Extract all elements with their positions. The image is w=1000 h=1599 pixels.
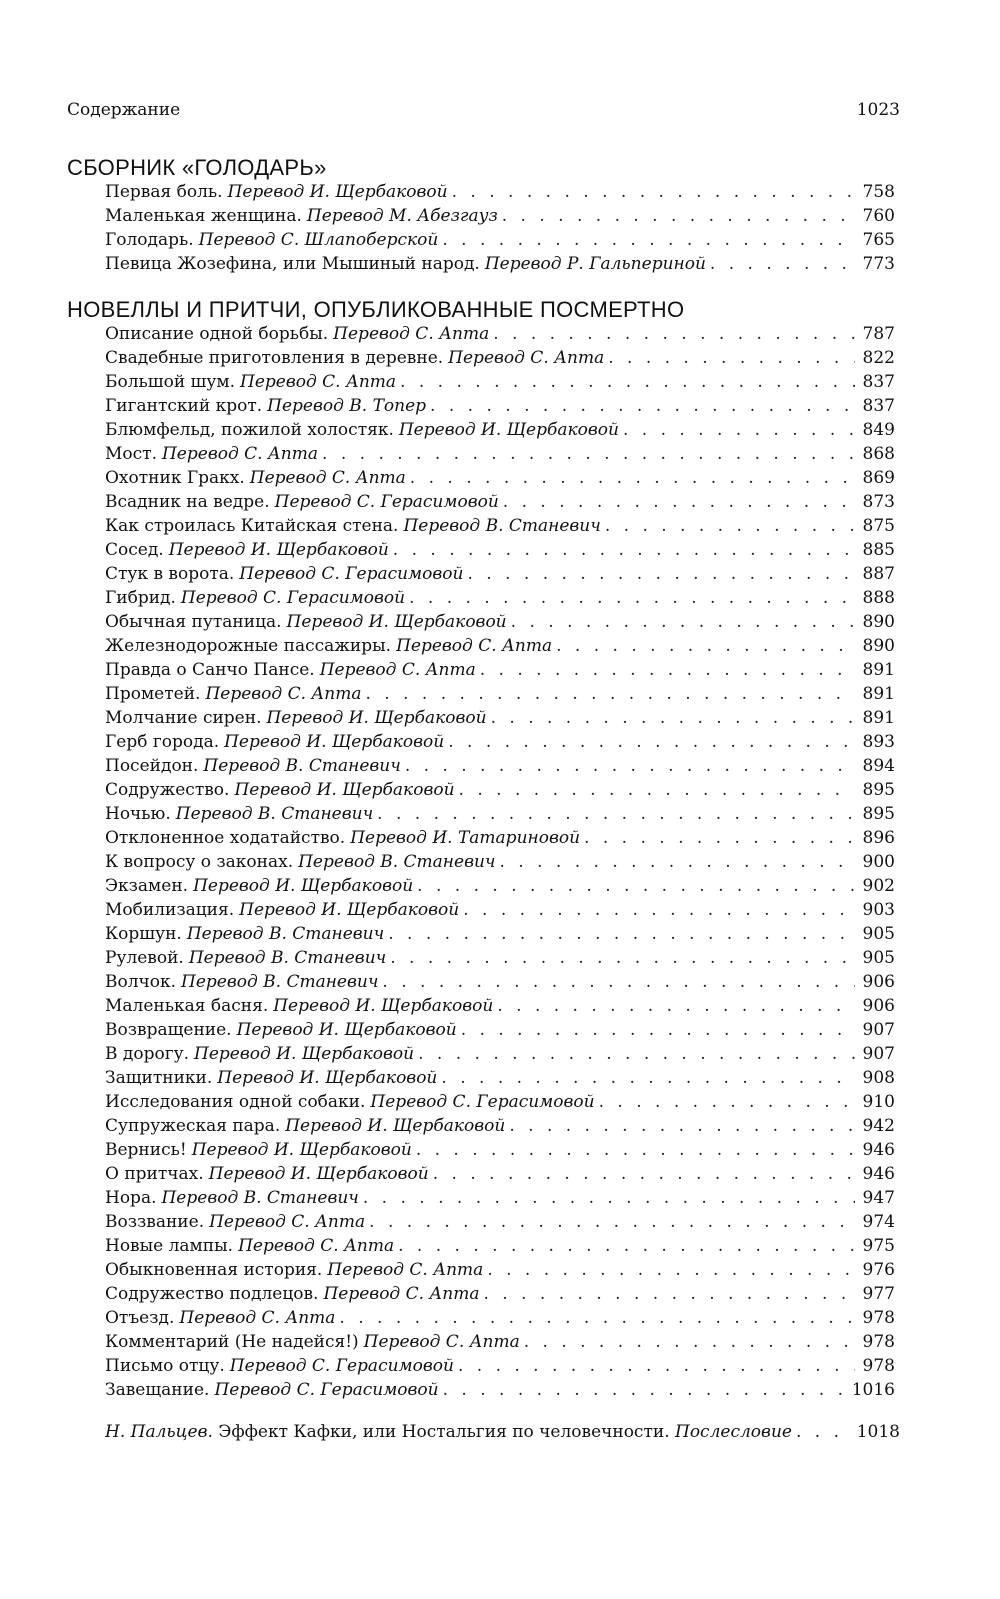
- dot-leader: [463, 898, 855, 922]
- entry-title: Комментарий (Не надейся!): [105, 1332, 359, 1352]
- toc-entry: [105, 1306, 895, 1330]
- entry-page: 946: [862, 1140, 895, 1160]
- dot-leader: [452, 180, 855, 204]
- entry-page: 907: [862, 1044, 895, 1064]
- entry-page: 895: [862, 780, 895, 800]
- section-posthumous: [67, 298, 900, 1402]
- entry-translator: Перевод С. Апта: [363, 1332, 520, 1352]
- entry-title: Отъезд.: [105, 1308, 175, 1328]
- entry-page: 760: [862, 206, 895, 226]
- toc-entry: [105, 850, 895, 874]
- entry-translator: Перевод С. Апта: [209, 1212, 366, 1232]
- toc-entry: [105, 1234, 895, 1258]
- dot-leader: [502, 204, 855, 228]
- entry-title: Маленькая женщина.: [105, 206, 302, 226]
- entry-list: [105, 180, 895, 276]
- entry-translator: Перевод И. Щербаковой: [217, 1068, 438, 1088]
- entry-translator: Перевод В. Станевич: [161, 1188, 359, 1208]
- entry-title: Коршун.: [105, 924, 182, 944]
- entry-title: Супружеская пара.: [105, 1116, 281, 1136]
- dot-leader: [796, 1420, 853, 1444]
- entry-page: 1016: [851, 1380, 895, 1400]
- entry-title: Всадник на ведре.: [105, 492, 270, 512]
- dot-leader: [497, 994, 855, 1018]
- dot-leader: [400, 370, 855, 394]
- entry-title: Свадебные приготовления в деревне.: [105, 348, 444, 368]
- toc-entry: [105, 682, 895, 706]
- dot-leader: [322, 442, 855, 466]
- dot-leader: [433, 1162, 855, 1186]
- dot-leader: [430, 394, 855, 418]
- dot-leader: [393, 538, 855, 562]
- entry-page: 905: [862, 924, 895, 944]
- entry-translator: Перевод С. Шлапоберской: [198, 230, 439, 250]
- entry-title: Как строилась Китайская стена.: [105, 516, 399, 536]
- entry-page: 907: [862, 1020, 895, 1040]
- dot-leader: [365, 682, 855, 706]
- section-title: СБОРНИК «ГОЛОДАРЬ»: [67, 155, 327, 180]
- entry-page: 773: [862, 254, 895, 274]
- toc-entry: [105, 1162, 895, 1186]
- entry-page: 977: [862, 1284, 895, 1304]
- dot-leader: [442, 228, 855, 252]
- entry-title: Прометей.: [105, 684, 201, 704]
- toc-entry: [105, 754, 895, 778]
- dot-leader: [377, 802, 855, 826]
- entry-page: 908: [862, 1068, 895, 1088]
- dot-leader: [416, 1138, 855, 1162]
- dot-leader: [459, 778, 855, 802]
- toc-entry: [105, 730, 895, 754]
- entry-page: 869: [862, 468, 895, 488]
- entry-translator: Перевод С. Апта: [179, 1308, 336, 1328]
- entry-translator: Перевод В. Станевич: [403, 516, 601, 536]
- entry-translator: Перевод И. Щербаковой: [168, 540, 389, 560]
- toc-entry: [105, 228, 895, 252]
- entry-translator: Перевод И. Щербаковой: [194, 1044, 415, 1064]
- entry-translator: Перевод С. Герасимовой: [239, 564, 464, 584]
- entry-translator: Перевод С. Герасимовой: [274, 492, 499, 512]
- entry-title: О притчах.: [105, 1164, 204, 1184]
- dot-leader: [503, 490, 855, 514]
- page-number: 1023: [856, 100, 900, 120]
- dot-leader: [443, 1378, 848, 1402]
- toc-entry: [105, 346, 895, 370]
- entry-title: Сосед.: [105, 540, 164, 560]
- dot-leader: [584, 826, 855, 850]
- entry-page: 873: [862, 492, 895, 512]
- toc-entry: [105, 586, 895, 610]
- entry-translator: Перевод С. Апта: [240, 372, 397, 392]
- entry-translator: Перевод И. Щербаковой: [224, 732, 445, 752]
- entry-title: Певица Жозефина, или Мышиный народ.: [105, 254, 480, 274]
- dot-leader: [599, 1090, 855, 1114]
- dot-leader: [493, 322, 855, 346]
- dot-leader: [467, 562, 855, 586]
- dot-leader: [608, 346, 855, 370]
- entry-translator: Перевод С. Апта: [323, 1284, 480, 1304]
- toc-entry: [105, 1066, 895, 1090]
- entry-page: 976: [862, 1260, 895, 1280]
- entry-page: 903: [862, 900, 895, 920]
- entry-title: Большой шум.: [105, 372, 235, 392]
- entry-page: 906: [862, 996, 895, 1016]
- dot-leader: [458, 1354, 855, 1378]
- section-title: НОВЕЛЛЫ И ПРИТЧИ, ОПУБЛИКОВАННЫЕ ПОСМЕРТНО: [67, 297, 685, 322]
- entry-title: Обычная путаница.: [105, 612, 282, 632]
- entry-title: Первая боль.: [105, 182, 223, 202]
- toc-entry: [105, 514, 895, 538]
- dot-leader: [491, 706, 855, 730]
- entry-translator: Перевод В. Станевич: [298, 852, 496, 872]
- entry-title: Молчание сирен.: [105, 708, 262, 728]
- dot-leader: [605, 514, 855, 538]
- running-head-title: Содержание: [67, 100, 181, 120]
- entry-page: 906: [862, 972, 895, 992]
- entry-title: Герб города.: [105, 732, 220, 752]
- toc-entry: [105, 634, 895, 658]
- toc-entry: [105, 538, 895, 562]
- entry-translator: Перевод В. Топер: [267, 396, 427, 416]
- entry-title: Возвращение.: [105, 1020, 232, 1040]
- dot-leader: [556, 634, 855, 658]
- entry-translator: Перевод И. Щербаковой: [273, 996, 494, 1016]
- entry-title: Экзамен.: [105, 876, 189, 896]
- entry-translator: Перевод Р. Гальпериной: [484, 254, 706, 274]
- toc-entry: [105, 826, 895, 850]
- dot-leader: [339, 1306, 855, 1330]
- toc-entry: [105, 778, 895, 802]
- toc-entry: [105, 1018, 895, 1042]
- entry-page: 849: [862, 420, 895, 440]
- entry-page: 896: [862, 828, 895, 848]
- toc-entry: [105, 1090, 895, 1114]
- entry-translator: Перевод И. Щербаковой: [227, 182, 448, 202]
- entry-title: Письмо отцу.: [105, 1356, 225, 1376]
- entry-page: 887: [862, 564, 895, 584]
- entry-translator: Перевод В. Станевич: [203, 756, 401, 776]
- entry-title: Волчок.: [105, 972, 177, 992]
- section-golodar: [67, 156, 900, 276]
- toc-entry: [105, 1186, 895, 1210]
- entry-list: [105, 322, 895, 1402]
- entry-page: 891: [862, 708, 895, 728]
- entry-title: В дорогу.: [105, 1044, 190, 1064]
- toc-entry: [105, 418, 895, 442]
- entry-translator: Перевод С. Герасимовой: [229, 1356, 454, 1376]
- entry-page: 890: [862, 612, 895, 632]
- dot-leader: [398, 1234, 855, 1258]
- entry-page: 787: [862, 324, 895, 344]
- toc-entry: [105, 946, 895, 970]
- entry-page: 893: [862, 732, 895, 752]
- dot-leader: [524, 1330, 855, 1354]
- entry-title: Новые лампы.: [105, 1236, 234, 1256]
- entry-translator: Перевод С. Апта: [205, 684, 362, 704]
- dot-leader: [441, 1066, 855, 1090]
- entry-title: К вопросу о законах.: [105, 852, 294, 872]
- toc-entry: [105, 252, 895, 276]
- toc-entry: [105, 610, 895, 634]
- afterword-page: 1018: [856, 1422, 900, 1442]
- entry-translator: Перевод И. Щербаковой: [208, 1164, 429, 1184]
- entry-translator: Перевод С. Герасимовой: [214, 1380, 439, 1400]
- toc-entry: [105, 1210, 895, 1234]
- dot-leader: [484, 1282, 856, 1306]
- entry-title: Исследования одной собаки.: [105, 1092, 366, 1112]
- entry-translator: Перевод С. Апта: [333, 324, 490, 344]
- entry-page: 890: [862, 636, 895, 656]
- entry-page: 837: [862, 372, 895, 392]
- dot-leader: [363, 1186, 855, 1210]
- entry-page: 900: [862, 852, 895, 872]
- dot-leader: [509, 1114, 855, 1138]
- toc-entry: [105, 1258, 895, 1282]
- entry-translator: Перевод И. Щербаковой: [286, 612, 507, 632]
- toc-entry: [105, 802, 895, 826]
- dot-leader: [417, 874, 855, 898]
- dot-leader: [388, 922, 855, 946]
- entry-title: Вернись!: [105, 1140, 187, 1160]
- entry-translator: Перевод С. Апта: [319, 660, 476, 680]
- toc-entry: [105, 922, 895, 946]
- dot-leader: [487, 1258, 855, 1282]
- entry-title: Ночью.: [105, 804, 171, 824]
- entry-title: Содружество подлецов.: [105, 1284, 319, 1304]
- afterword-author: Н. Пальцев.: [105, 1422, 213, 1442]
- entry-page: 978: [862, 1308, 895, 1328]
- dot-leader: [511, 610, 855, 634]
- dot-leader: [382, 970, 855, 994]
- dot-leader: [410, 466, 855, 490]
- entry-page: 888: [862, 588, 895, 608]
- dot-leader: [461, 1018, 855, 1042]
- entry-title: Рулевой.: [105, 948, 184, 968]
- toc-entry: [105, 442, 895, 466]
- entry-translator: Перевод И. Щербаковой: [266, 708, 487, 728]
- entry-translator: Перевод В. Станевич: [175, 804, 374, 824]
- toc-entry: [105, 562, 895, 586]
- entry-translator: Перевод С. Герасимовой: [180, 588, 406, 608]
- entry-page: 946: [862, 1164, 895, 1184]
- entry-title: Маленькая басня.: [105, 996, 269, 1016]
- entry-title: Завещание.: [105, 1380, 210, 1400]
- entry-title: Защитники.: [105, 1068, 213, 1088]
- entry-page: 822: [862, 348, 895, 368]
- running-head: [67, 100, 900, 120]
- entry-title: Описание одной борьбы.: [105, 324, 329, 344]
- toc-entry: [105, 970, 895, 994]
- entry-title: Железнодорожные пассажиры.: [105, 636, 392, 656]
- dot-leader: [418, 1042, 855, 1066]
- entry-page: 895: [862, 804, 895, 824]
- entry-title: Правда о Санчо Пансе.: [105, 660, 315, 680]
- entry-translator: Перевод С. Апта: [396, 636, 553, 656]
- entry-translator: Перевод С. Апта: [327, 1260, 484, 1280]
- entry-translator: Перевод С. Апта: [448, 348, 605, 368]
- toc-entry: [105, 1330, 895, 1354]
- toc-entry: [105, 1282, 895, 1306]
- toc-entry: [105, 898, 895, 922]
- entry-title: Стук в ворота.: [105, 564, 235, 584]
- entry-translator: Перевод И. Щербаковой: [285, 1116, 506, 1136]
- entry-title: Обыкновенная история.: [105, 1260, 323, 1280]
- dot-leader: [448, 730, 855, 754]
- dot-leader: [500, 850, 856, 874]
- afterword-label: Послесловие: [675, 1422, 792, 1442]
- entry-translator: Перевод И. Щербаковой: [234, 780, 455, 800]
- entry-title: Отклоненное ходатайство.: [105, 828, 346, 848]
- entry-page: 902: [862, 876, 895, 896]
- entry-title: Мобилизация.: [105, 900, 235, 920]
- toc-entry: [105, 370, 895, 394]
- toc-entry: [105, 394, 895, 418]
- dot-leader: [390, 946, 855, 970]
- entry-page: 905: [862, 948, 895, 968]
- entry-title: Охотник Гракх.: [105, 468, 245, 488]
- dot-leader: [405, 754, 855, 778]
- entry-translator: Перевод С. Апта: [249, 468, 406, 488]
- entry-title: Воззвание.: [105, 1212, 205, 1232]
- entry-translator: Перевод И. Щербаковой: [398, 420, 619, 440]
- entry-translator: Перевод И. Щербаковой: [193, 876, 414, 896]
- entry-title: Нора.: [105, 1188, 157, 1208]
- entry-translator: Перевод И. Щербаковой: [236, 1020, 457, 1040]
- entry-page: 837: [862, 396, 895, 416]
- entry-translator: Перевод И. Щербаковой: [239, 900, 460, 920]
- entry-translator: Перевод М. Абезгауз: [306, 206, 498, 226]
- entry-page: 868: [862, 444, 895, 464]
- entry-title: Блюмфельд, пожилой холостяк.: [105, 420, 394, 440]
- dot-leader: [623, 418, 855, 442]
- entry-page: 978: [862, 1332, 895, 1352]
- afterword-title: Эффект Кафки, или Ностальгия по человечности.: [218, 1422, 670, 1442]
- entry-page: 891: [862, 684, 895, 704]
- toc-entry: [105, 1138, 895, 1162]
- entry-translator: Перевод С. Герасимовой: [370, 1092, 595, 1112]
- entry-page: 891: [862, 660, 895, 680]
- entry-page: 947: [862, 1188, 895, 1208]
- entry-translator: Перевод В. Станевич: [186, 924, 385, 944]
- entry-title: Посейдон.: [105, 756, 199, 776]
- toc-entry: [105, 490, 895, 514]
- entry-page: 885: [862, 540, 895, 560]
- dot-leader: [369, 1210, 855, 1234]
- entry-page: 910: [862, 1092, 895, 1112]
- entry-page: 765: [862, 230, 895, 250]
- entry-title: Голодарь.: [105, 230, 194, 250]
- toc-entry: [105, 1354, 895, 1378]
- toc-entry: [105, 204, 895, 228]
- toc-entry: [105, 1378, 895, 1402]
- entry-title: Гибрид.: [105, 588, 176, 608]
- toc-entry: [105, 466, 895, 490]
- entry-title: Гигантский крот.: [105, 396, 263, 416]
- dot-leader: [480, 658, 855, 682]
- entry-title: Мост.: [105, 444, 157, 464]
- entry-translator: Перевод С. Апта: [238, 1236, 395, 1256]
- entry-page: 758: [862, 182, 895, 202]
- toc-entry: [105, 322, 895, 346]
- entry-page: 875: [862, 516, 895, 536]
- entry-page: 978: [862, 1356, 895, 1376]
- entry-page: 974: [862, 1212, 895, 1232]
- entry-translator: Перевод И. Татариновой: [350, 828, 581, 848]
- entry-translator: Перевод С. Апта: [161, 444, 319, 464]
- entry-translator: Перевод В. Станевич: [188, 948, 387, 968]
- toc-entry: [105, 994, 895, 1018]
- entry-title: Содружество.: [105, 780, 230, 800]
- entry-translator: Перевод И. Щербаковой: [191, 1140, 412, 1160]
- toc-entry: [105, 1042, 895, 1066]
- toc-entry: [105, 1114, 895, 1138]
- entry-page: 894: [862, 756, 895, 776]
- toc-entry: [105, 658, 895, 682]
- entry-page: 975: [862, 1236, 895, 1256]
- dot-leader: [710, 252, 855, 276]
- entry-page: 942: [862, 1116, 895, 1136]
- entry-translator: Перевод В. Станевич: [181, 972, 379, 992]
- afterword-entry: [105, 1420, 900, 1444]
- dot-leader: [409, 586, 855, 610]
- toc-entry: [105, 180, 895, 204]
- toc-entry: [105, 706, 895, 730]
- toc-entry: [105, 874, 895, 898]
